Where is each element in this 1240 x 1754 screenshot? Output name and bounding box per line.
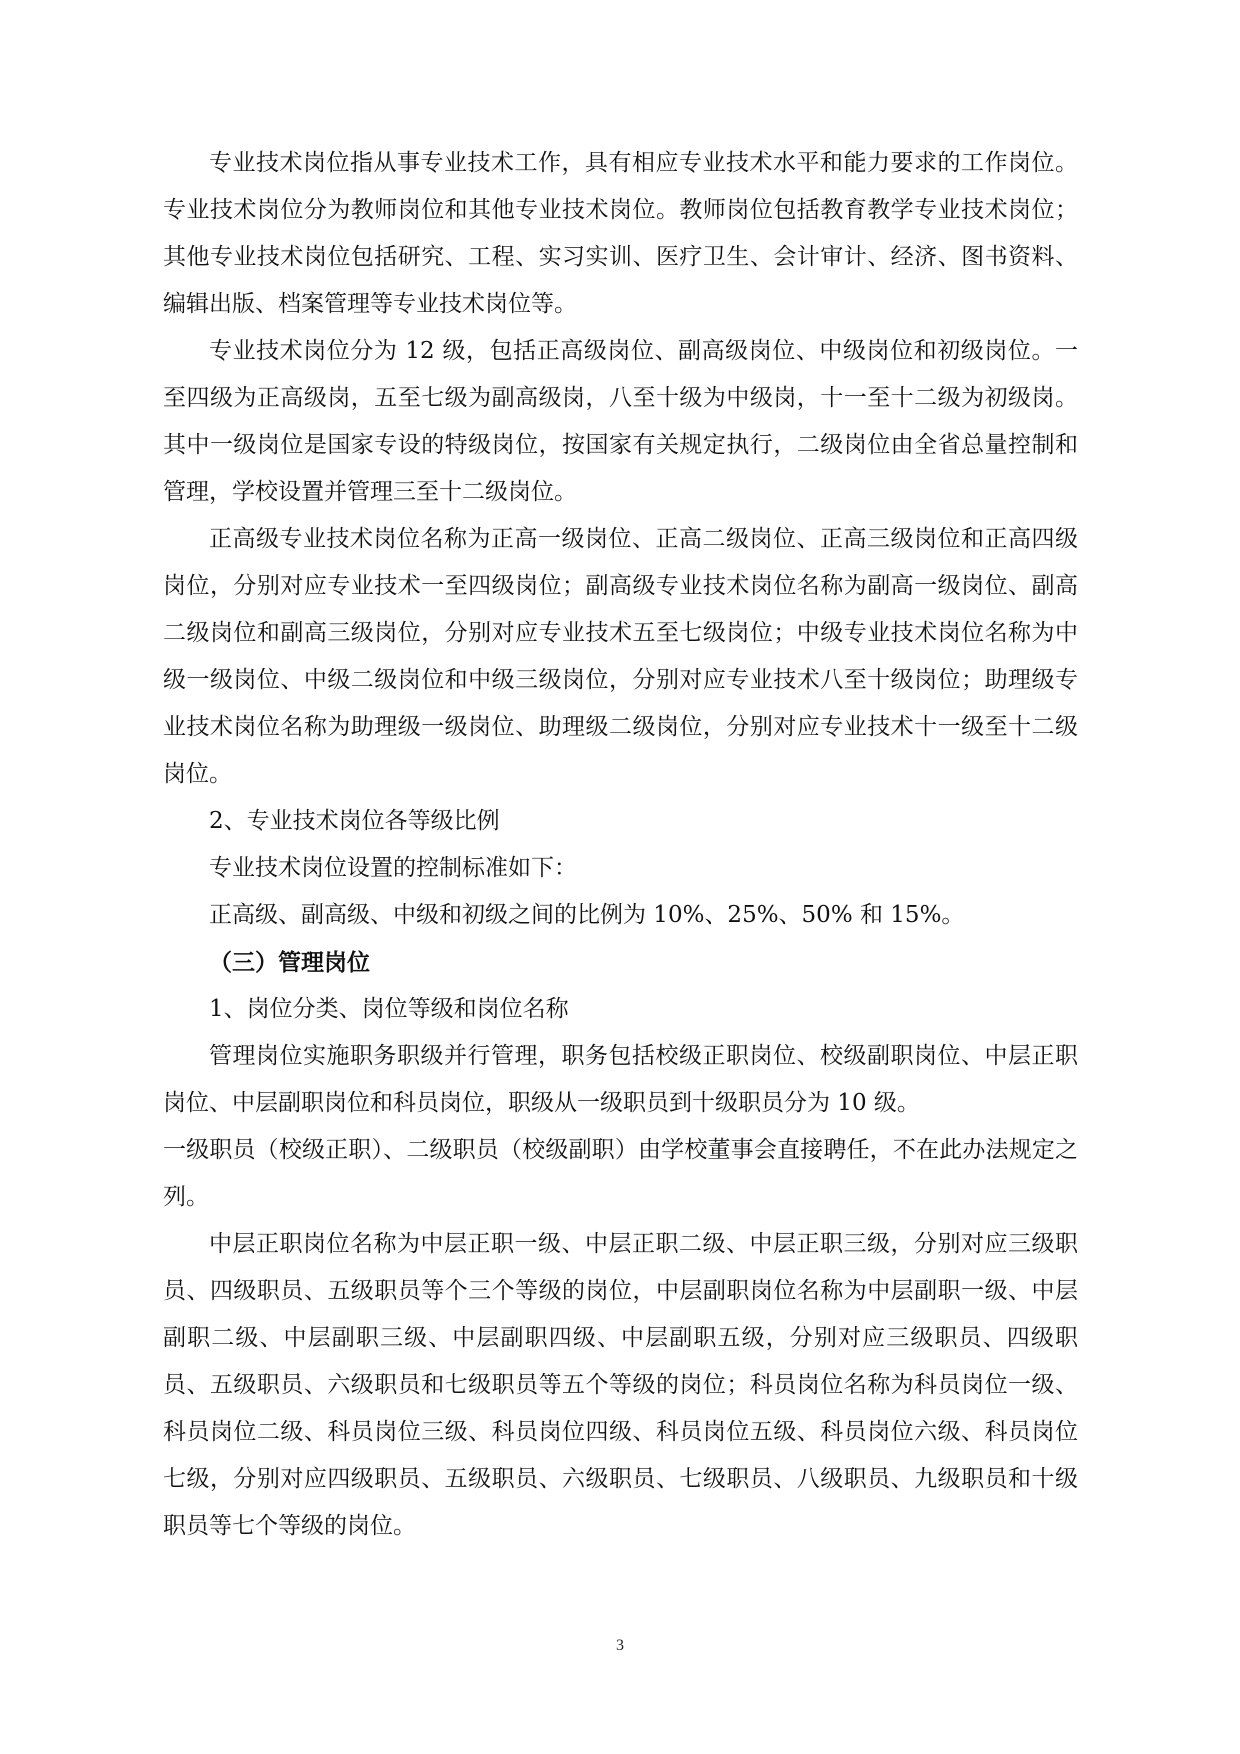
section-heading-management-posts: （三）管理岗位 <box>209 949 370 976</box>
paragraph-control-standard: 专业技术岗位设置的控制标准如下： <box>209 855 577 881</box>
page-number: 3 <box>616 1637 624 1654</box>
subheading-level-ratio: 2、专业技术岗位各等级比例 <box>209 808 500 834</box>
body-text <box>163 140 1078 1550</box>
paragraph-management-grades: 管理岗位实施职务职级并行管理，职务包括校级正职岗位、校级副职岗位、中层正职岗位、中层副职岗位和科员岗位，职级从一级职员到十级职员分为 10 级。 <box>163 1043 1078 1116</box>
paragraph-ratio-values: 正高级、副高级、中级和初级之间的比例为 10%、25%、50% 和 15%。 <box>209 902 965 928</box>
paragraph-middle-management-names: 中层正职岗位名称为中层正职一级、中层正职二级、中层正职三级，分别对应三级职员、四级职员、五级职员等个三个等级的岗位，中层副职岗位名称为中层副职一级、中层副职二级、中层副职三级、中层副职四级、中层副职五级，分别对应三级职员、四级职员、五级职员、六级职员和七级职员等五个等级的岗位；科员岗位名称为科员岗位一级、科员岗位二级、科员岗位三级、科员岗位四级、科员岗位五级、科员岗位六级、科员岗位七级，分别对应四级职员、五级职员、六级职员、七级职员、八级职员、九级职员和十级职员等七个等级的岗位。 <box>163 1231 1078 1539</box>
paragraph-board-appointment: 一级职员（校级正职）、二级职员（校级副职）由学校董事会直接聘任，不在此办法规定之列。 <box>163 1137 1078 1210</box>
paragraph-professional-post-levels: 专业技术岗位分为 12 级，包括正高级岗位、副高级岗位、中级岗位和初级岗位。一至四级为正高级岗，五至七级为副高级岗，八至十级为中级岗，十一至十二级为初级岗。其中一级岗位是国家专设的特级岗位，按国家有关规定执行，二级岗位由全省总量控制和管理，学校设置并管理三至十二级岗位。 <box>163 338 1078 505</box>
paragraph-professional-technical-posts: 专业技术岗位指从事专业技术工作，具有相应专业技术水平和能力要求的工作岗位。专业技术岗位分为教师岗位和其他专业技术岗位。教师岗位包括教育教学专业技术岗位；其他专业技术岗位包括研究、工程、实习实训、医疗卫生、会计审计、经济、图书资料、编辑出版、档案管理等专业技术岗位等。 <box>163 150 1078 317</box>
subheading-post-classification: 1、岗位分类、岗位等级和岗位名称 <box>209 996 569 1022</box>
paragraph-professional-post-names: 正高级专业技术岗位名称为正高一级岗位、正高二级岗位、正高三级岗位和正高四级岗位，分别对应专业技术一至四级岗位；副高级专业技术岗位名称为副高一级岗位、副高二级岗位和副高三级岗位，分别对应专业技术五至七级岗位；中级专业技术岗位名称为中级一级岗位、中级二级岗位和中级三级岗位，分别对应专业技术八至十级岗位；助理级专业技术岗位名称为助理级一级岗位、助理级二级岗位，分别对应专业技术十一级至十二级岗位。 <box>163 526 1078 787</box>
